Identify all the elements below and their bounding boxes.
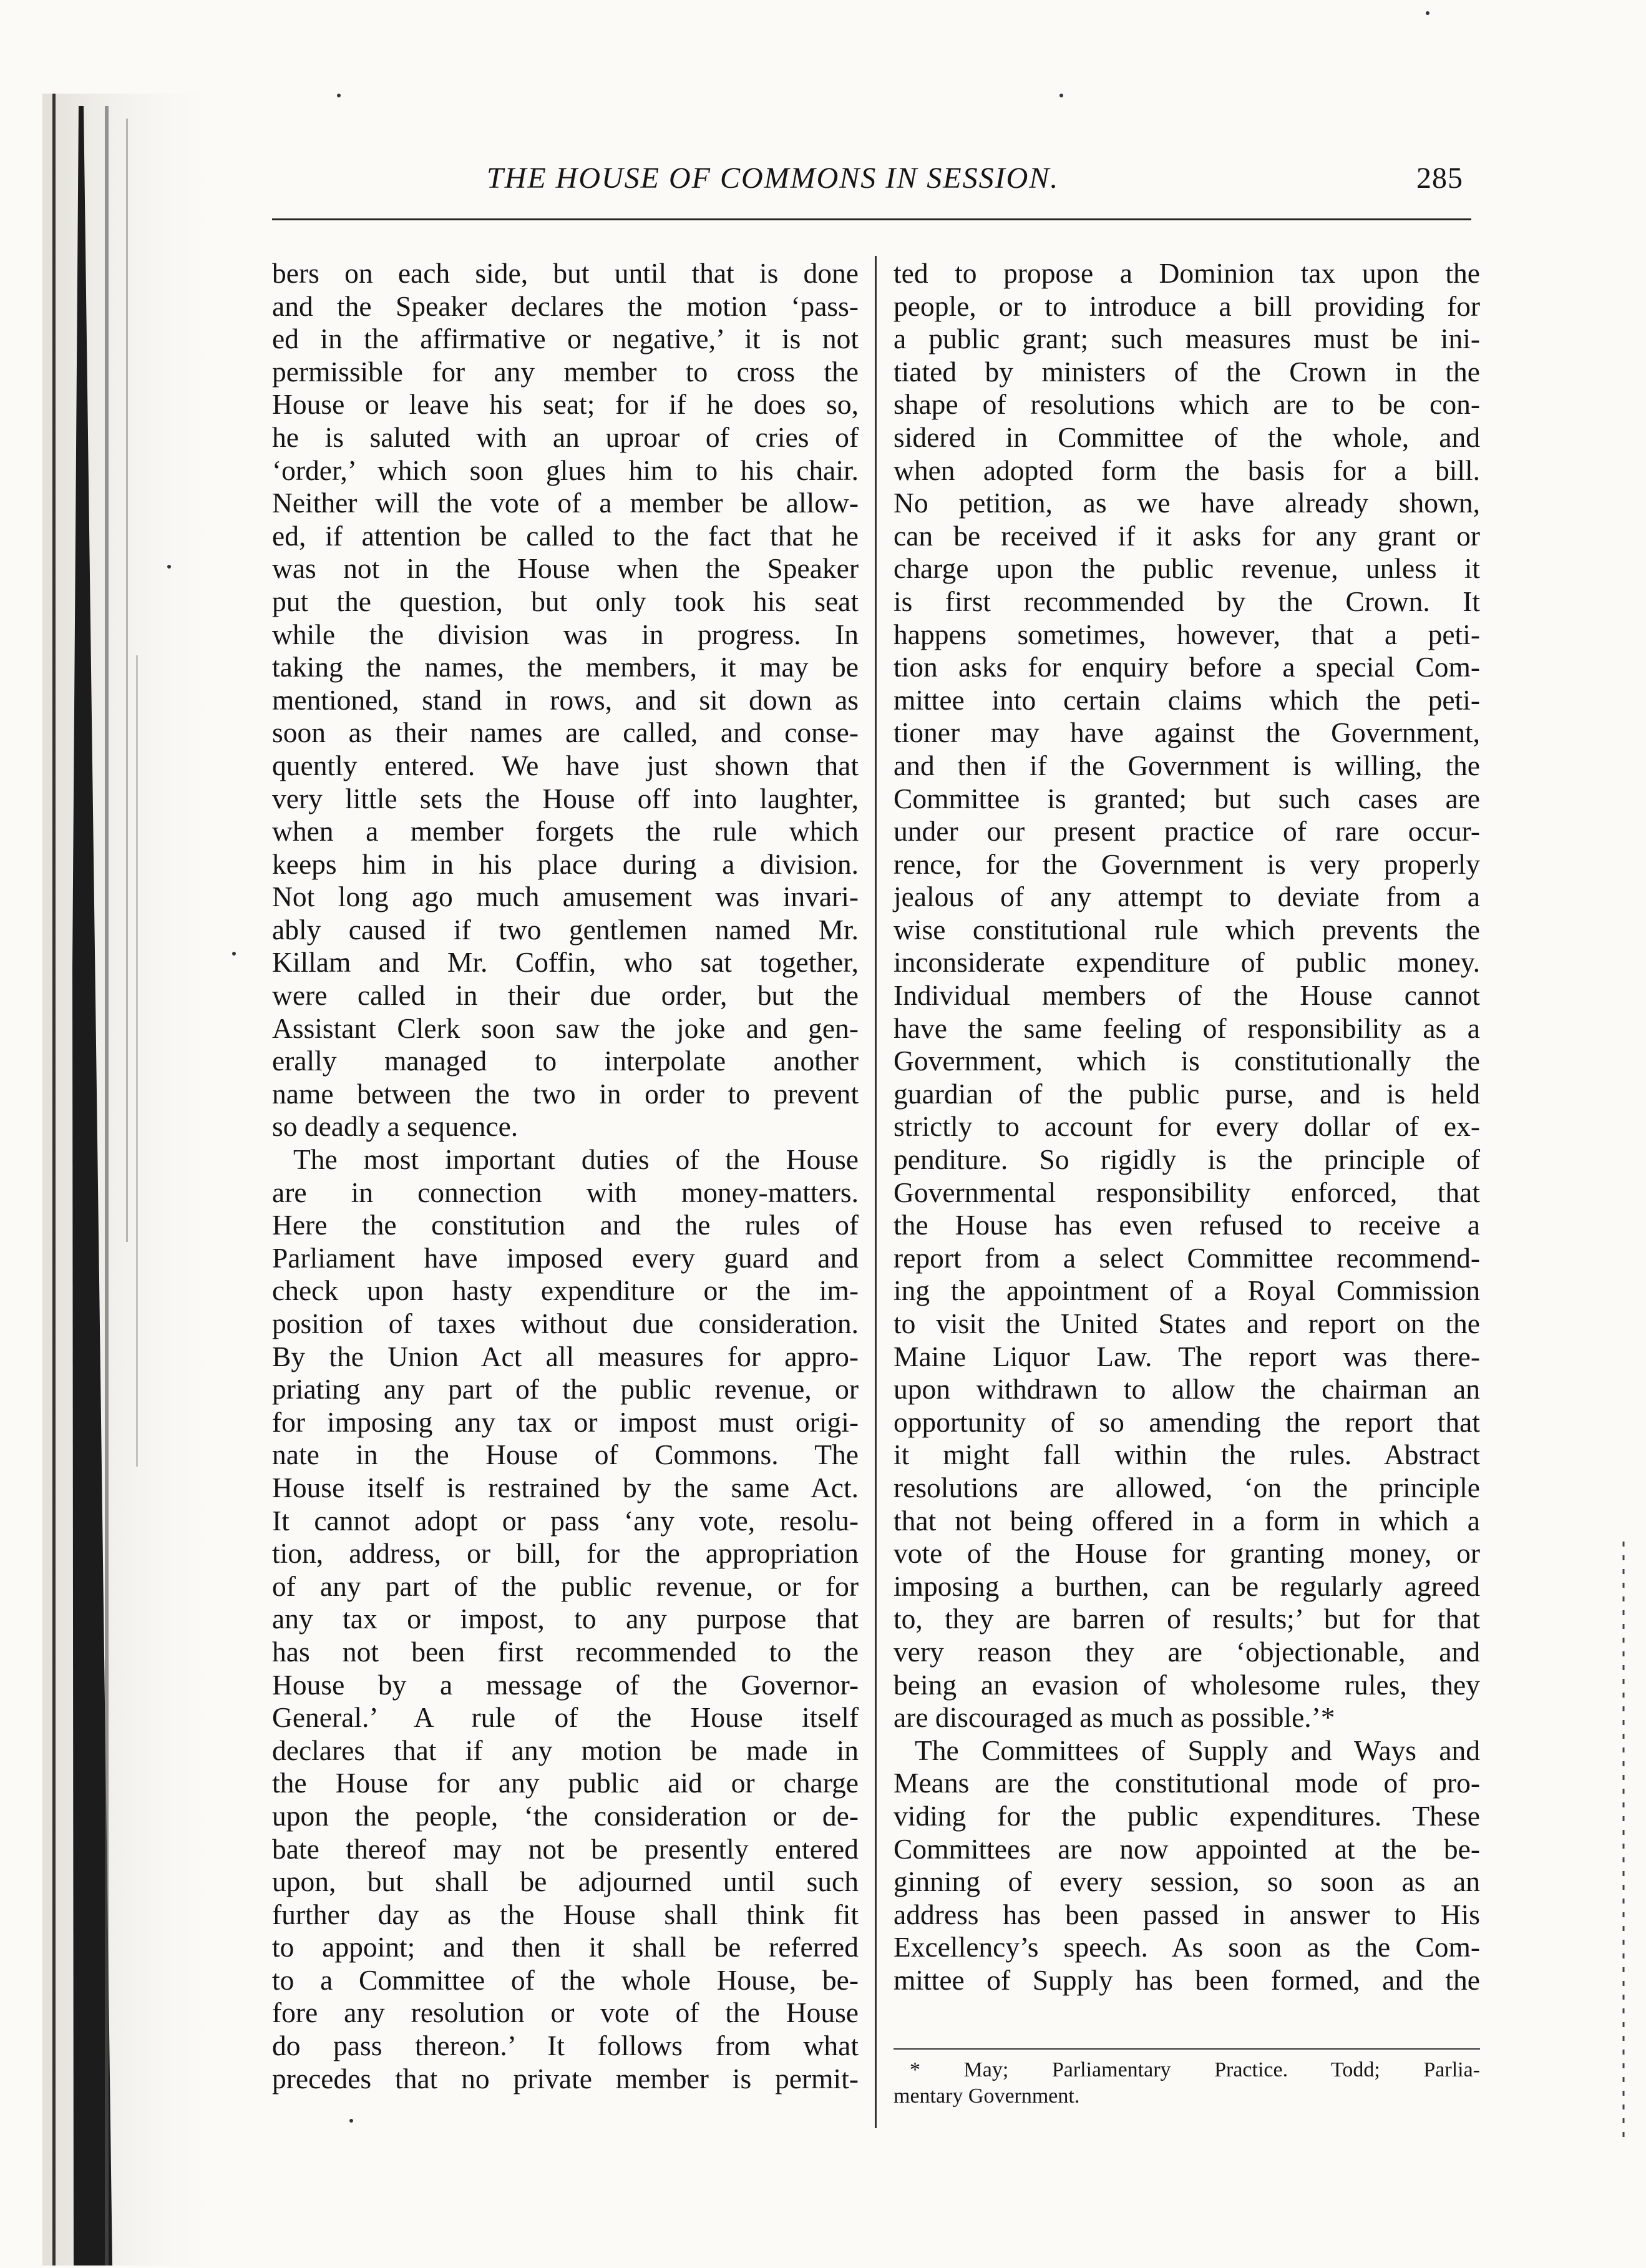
text-line: was not in the House when the Speaker [272,552,859,585]
ink-speck [1059,94,1063,97]
footnote-rule [894,2048,1480,2050]
text-line: tion asks for enquiry before a special Com- [894,651,1480,683]
text-line: mittee of Supply has been formed, and the [894,1963,1480,1996]
text-line: put the question, but only took his seat [272,585,859,617]
text-line: jealous of any attempt to deviate from a [894,881,1480,913]
text-line: for imposing any tax or impost must origi- [272,1405,859,1438]
edge-marks [1616,1542,1631,2141]
text-line: mittee into certain claims which the peti- [894,683,1480,716]
text-line: Maine Liquor Law. The report was there- [894,1340,1480,1372]
running-title: THE HOUSE OF COMMONS IN SESSION. [487,162,1059,195]
text-line: Means are the constitutional mode of pro- [894,1767,1480,1799]
text-line: very little sets the House off into laughter, [272,782,859,814]
text-line: resolutions are allowed, ‘on the principle [894,1471,1480,1503]
text-line: has not been first recommended to the [272,1635,859,1668]
text-line: to appoint; and then it shall be referred [272,1931,859,1963]
text-line: further day as the House shall think fit [272,1898,859,1930]
text-line: strictly to account for every dollar of ex- [894,1110,1480,1143]
text-line: tiated by ministers of the Crown in the [894,355,1480,388]
text-line: name between the two in order to prevent [272,1077,859,1110]
left-column [272,257,859,2095]
text-line: ing the appointment of a Royal Commission [894,1274,1480,1307]
ink-speck [167,565,171,569]
text-line: House or leave his seat; for if he does so, [272,388,859,421]
ink-speck [1426,11,1429,15]
text-line: Government, which is constitutionally the [894,1045,1480,1077]
text-line: very reason they are ‘objectionable, and [894,1635,1480,1668]
ink-speck [337,94,341,97]
text-line: tioner may have against the Government, [894,716,1480,749]
text-line: House itself is restrained by the same Act. [272,1471,859,1503]
text-line: taking the names, the members, it may be [272,651,859,683]
text-line: rence, for the Government is very properly [894,848,1480,880]
text-line: Committee is granted; but such cases are [894,782,1480,814]
text-line: any tax or impost, to any purpose that [272,1603,859,1635]
text-line: opportunity of so amending the report that [894,1405,1480,1438]
text-line: viding for the public expenditures. These [894,1799,1480,1832]
text-line: nate in the House of Commons. The [272,1439,859,1471]
text-line: The most important duties of the House [293,1143,859,1176]
text-line: to a Committee of the whole House, be- [272,1963,859,1996]
text-line: inconsiderate expenditure of public money. [894,946,1480,979]
text-line: It cannot adopt or pass ‘any vote, resolu- [272,1504,859,1537]
text-line: under our present practice of rare occur- [894,815,1480,848]
text-line: check upon hasty expenditure or the im- [272,1274,859,1307]
text-line: position of taxes without due consideration. [272,1308,859,1339]
text-line: ably caused if two gentlemen named Mr. [272,913,859,946]
text-line: and the Speaker declares the motion ‘pass- [272,290,859,322]
text-line: ed in the affirmative or negative,’ it is not [272,323,859,355]
text-line: Assistant Clerk soon saw the joke and gen- [272,1012,859,1044]
text-line: when adopted form the basis for a bill. [894,454,1480,486]
text-line: Neither will the vote of a member be allow- [272,487,859,519]
ink-speck [349,2119,353,2123]
text-line: tion, address, or bill, for the appropriation [272,1537,859,1570]
text-line: wise constitutional rule which prevents the [894,913,1480,946]
text-line: ed, if attention be called to the fact that he [272,519,859,552]
text-line: The Committees of Supply and Ways and [915,1734,1480,1766]
text-line: imposing a burthen, can be regularly agreed [894,1570,1480,1602]
text-line: Parliament have imposed every guard and [272,1241,859,1274]
text-line: No petition, as we have already shown, [894,487,1480,519]
text-line: Individual members of the House cannot [894,979,1480,1012]
text-line: upon withdrawn to allow the chairman an [894,1373,1480,1405]
text-line: report from a select Committee recommend- [894,1241,1480,1274]
text-line: permissible for any member to cross the [272,355,859,388]
text-line: Excellency’s speech. As soon as the Com- [894,1931,1480,1963]
text-line: were called in their due order, but the [272,979,859,1012]
text-line: address has been passed in answer to His [894,1898,1480,1930]
text-line: he is saluted with an uproar of cries of [272,421,859,453]
text-line: upon, but shall be adjourned until such [272,1865,859,1898]
text-line: while the division was in progress. In [272,618,859,650]
text-line: the House for any public aid or charge [272,1767,859,1799]
ink-speck [232,952,236,956]
text-line: to, they are barren of results;’ but for that [894,1603,1480,1635]
text-line: are discouraged as much as possible.’* [894,1701,1335,1734]
text-line: a public grant; such measures must be ini- [894,323,1480,355]
text-line: of any part of the public revenue, or for [272,1570,859,1602]
text-line: to visit the United States and report on the [894,1308,1480,1339]
text-line: have the same feeling of responsibility as a [894,1012,1480,1044]
text-line: General.’ A rule of the House itself [272,1701,859,1734]
text-line: priating any part of the public revenue, or [272,1373,859,1405]
text-line: guardian of the public purse, and is held [894,1077,1480,1110]
text-line: bate thereof may not be presently entered [272,1832,859,1865]
text-line: Committees are now appointed at the be- [894,1832,1480,1865]
text-line: Killam and Mr. Coffin, who sat together, [272,946,859,979]
text-line: shape of resolutions which are to be con- [894,388,1480,421]
text-line: vote of the House for granting money, or [894,1537,1480,1570]
text-line: Not long ago much amusement was invari- [272,881,859,913]
text-line: are in connection with money-matters. [272,1176,859,1208]
text-line: Governmental responsibility enforced, that [894,1176,1480,1208]
text-line: do pass thereon.’ It follows from what [272,2030,859,2062]
text-line: happens sometimes, however, that a peti- [894,618,1480,650]
text-line: it might fall within the rules. Abstract [894,1439,1480,1471]
text-line: ted to propose a Dominion tax upon the [894,257,1480,289]
text-line: upon the people, ‘the consideration or de- [272,1799,859,1832]
text-line: that not being offered in a form in which a [894,1504,1480,1537]
text-line: House by a message of the Governor- [272,1668,859,1701]
footnote-line: * May; Parliamentary Practice. Todd; Parlia- [910,2058,1480,2081]
text-line: fore any resolution or vote of the House [272,1997,859,2029]
text-line: quently entered. We have just shown that [272,749,859,781]
text-line: and then if the Government is willing, the [894,749,1480,781]
footnote [894,2057,1480,2109]
text-line: is first recommended by the Crown. It [894,585,1480,617]
text-line: By the Union Act all measures for appro- [272,1340,859,1372]
text-line: Here the constitution and the rules of [272,1209,859,1241]
text-line: erally managed to interpolate another [272,1045,859,1077]
text-line: precedes that no private member is permit- [272,2062,859,2094]
text-line: penditure. So rigidly is the principle of [894,1143,1480,1176]
text-line: keeps him in his place during a division. [272,848,859,880]
right-column [894,257,1480,1997]
text-line: mentioned, stand in rows, and sit down as [272,683,859,716]
text-line: being an evasion of wholesome rules, they [894,1668,1480,1701]
text-line: charge upon the public revenue, unless it [894,552,1480,585]
text-line: can be received if it asks for any grant or [894,519,1480,552]
footnote-line: mentary Government. [894,2085,1080,2108]
header-rule [272,218,1471,220]
text-line: sidered in Committee of the whole, and [894,421,1480,453]
text-line: ginning of every session, so soon as an [894,1865,1480,1898]
text-line: the House has even refused to receive a [894,1209,1480,1241]
binding-edge [42,94,230,2266]
text-line: so deadly a sequence. [272,1110,519,1143]
page-number: 285 [1416,162,1463,195]
column-rule [875,256,877,2128]
text-line: ‘order,’ which soon glues him to his chair. [272,454,859,486]
text-line: bers on each side, but until that is done [272,257,859,289]
text-line: declares that if any motion be made in [272,1734,859,1766]
text-line: soon as their names are called, and conse- [272,716,859,749]
text-line: when a member forgets the rule which [272,815,859,848]
text-line: people, or to introduce a bill providing for [894,290,1480,322]
